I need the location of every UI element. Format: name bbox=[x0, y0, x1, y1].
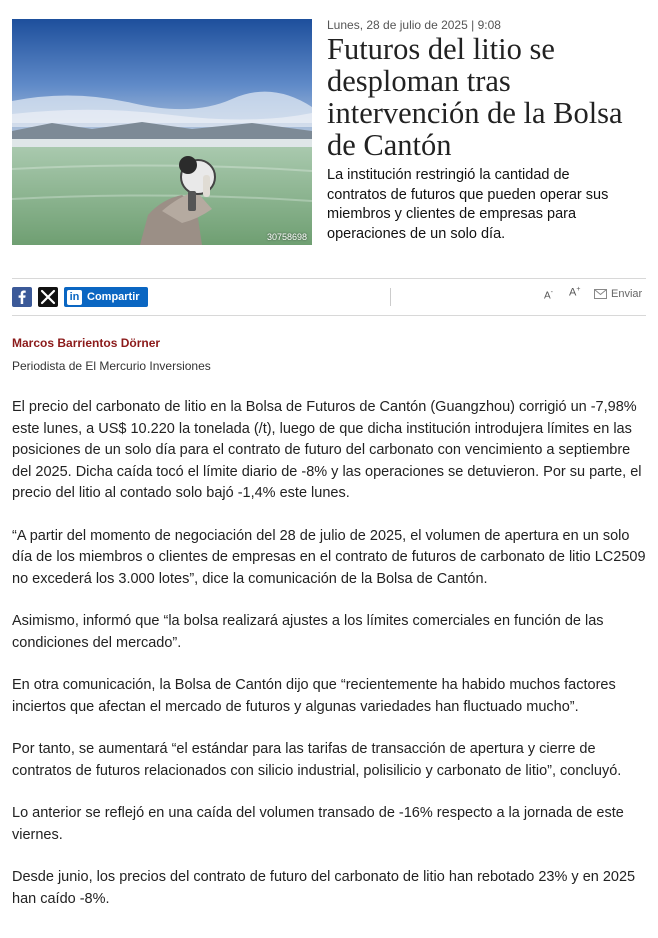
share-bar bbox=[12, 278, 646, 316]
linkedin-share-label: Compartir bbox=[87, 291, 140, 303]
share-divider bbox=[390, 288, 391, 306]
facebook-icon bbox=[12, 287, 32, 307]
article-lead: La institución restringió la cantidad de contratos de futuros que pueden operar sus miembros y clientes de empresas para operaciones de un solo día. bbox=[327, 167, 609, 242]
author-role: Periodista de El Mercurio Inversiones bbox=[12, 359, 211, 373]
article-body bbox=[12, 397, 650, 931]
x-share-button[interactable] bbox=[38, 287, 58, 307]
send-button[interactable] bbox=[594, 288, 642, 300]
linkedin-icon: in bbox=[67, 290, 82, 305]
article-title: Futuros del litio se desploman tras intervención de la Bolsa de Cantón bbox=[327, 32, 623, 162]
body-paragraph: Desde junio, los precios del contrato de futuro del carbonato de litio han rebotado 23% y en 2025 han caído -8%. bbox=[12, 869, 636, 907]
x-icon bbox=[38, 287, 58, 307]
body-paragraph: Por tanto, se aumentará “el estándar para las tarifas de transacción de apertura y cierre de contratos de futuros relacionados con silicio industrial, polisilicio y carbonato de litio”, concluyó. bbox=[12, 741, 622, 779]
body-paragraph: “A partir del momento de negociación del 28 de julio de 2025, el volumen de apertura en un solo día de los miembros o clientes de empresas en el contrato de futuros de carbonato de litio LC2509 no excederá los 3.000 lotes”, dice la comunicación de la Bolsa de Cantón. bbox=[12, 527, 646, 587]
increase-font-button[interactable]: A+ bbox=[569, 286, 581, 299]
photo-id: 30758698 bbox=[266, 232, 307, 242]
send-label: Enviar bbox=[611, 288, 643, 300]
publish-date: Lunes, 28 de julio de 2025 | 9:08 bbox=[327, 18, 501, 32]
body-paragraph: Lo anterior se reflejó en una caída del volumen transado de -16% respecto a la jornada de este viernes. bbox=[12, 805, 624, 843]
facebook-share-button[interactable] bbox=[12, 287, 32, 307]
body-paragraph: Asimismo, informó que “la bolsa realizará ajustes a los límites comerciales en función de las condiciones del mercado”. bbox=[12, 613, 604, 651]
decrease-font-button[interactable]: A- bbox=[544, 289, 554, 302]
body-paragraph: El precio del carbonato de litio en la Bolsa de Futuros de Cantón (Guangzhou) corrigió un -7,98% este lunes, a US$ 10.220 la tonelada (/t), luego de que dicha institución introdujera límites en las posiciones de un solo día para el contrato de futuro del carbonato con vencimiento a septiembre del 2025. Dicha caída tocó el límite diario de -8% y las operaciones se detuvieron. Por su parte, el precio del litio al contado solo bajó -1,4% este lunes. bbox=[12, 399, 642, 501]
author-name[interactable]: Marcos Barrientos Dörner bbox=[12, 336, 161, 350]
salt-flat-photo bbox=[12, 19, 312, 245]
article-hero-image bbox=[12, 19, 312, 245]
body-paragraph: En otra comunicación, la Bolsa de Cantón dijo que “recientemente ha habido muchos factores inciertos que afectan el mercado de futuros y algunas variedades han fluctuado mucho”. bbox=[12, 677, 616, 715]
envelope-icon bbox=[594, 289, 607, 299]
linkedin-share-button[interactable] bbox=[64, 287, 148, 307]
